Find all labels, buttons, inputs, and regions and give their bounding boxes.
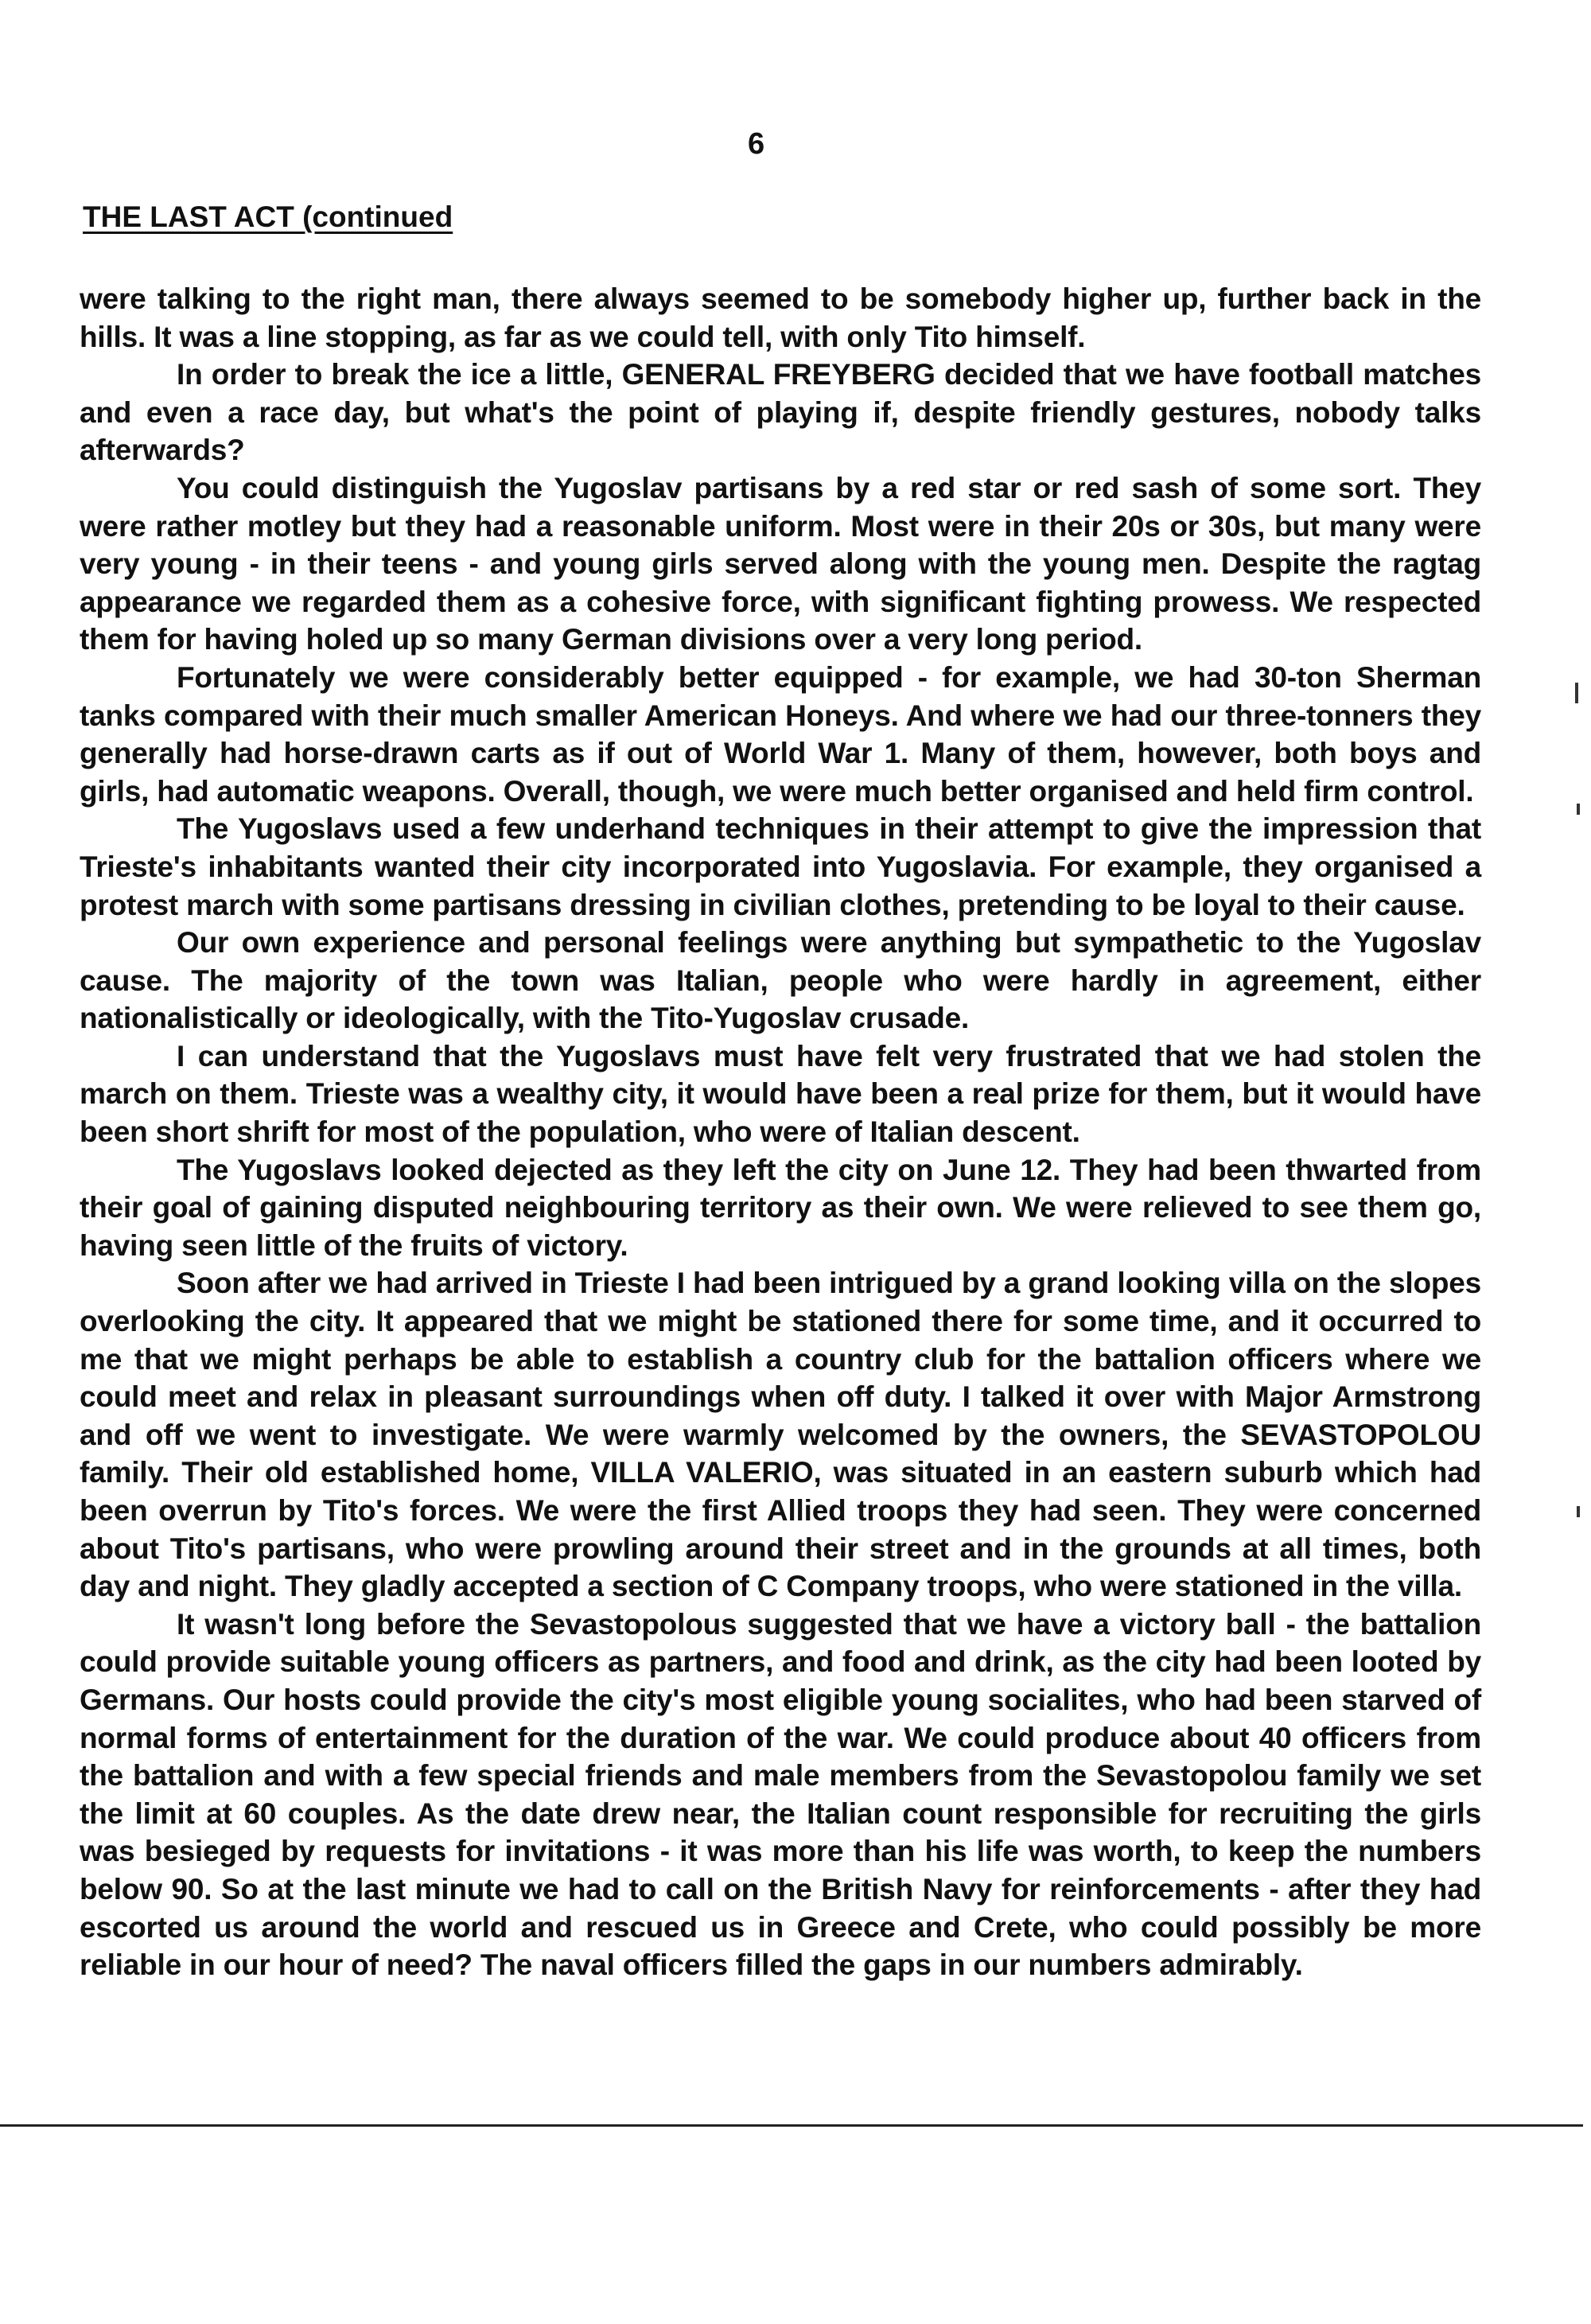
- paragraph: I can understand that the Yugoslavs must have felt very frustrated that we had stolen the march on them. Trieste was a wealthy city, it would have been a real prize for them, but it would have been short shrift for most of the population, who were of Italian descent.: [80, 1039, 1481, 1149]
- section-heading: THE LAST ACT (continued: [83, 200, 453, 233]
- paragraph: were talking to the right man, there always seemed to be somebody higher up, further back in the hills. It was a line stopping, as far as we could tell, with only Tito himself.: [80, 282, 1481, 353]
- paragraph: The Yugoslavs used a few underhand techniques in their attempt to give the impression that Trieste's inhabitants wanted their city incorporated into Yugoslavia. For example, they organised a protest march with some partisans dressing in civilian clothes, pretending to be loyal to their cause.: [80, 812, 1481, 921]
- margin-mark: [1575, 683, 1578, 703]
- paragraph: The Yugoslavs looked dejected as they left the city on June 12. They had been thwarted from their goal of gaining disputed neighbouring territory as their own. We were relieved to see them go, having seen little of the fruits of victory.: [80, 1153, 1481, 1262]
- paragraph: Fortunately we were considerably better equipped - for example, we had 30-ton Sherman tanks compared with their much smaller American Honeys. And where we had our three-tonners they generally had horse-drawn carts as if out of World War 1. Many of them, however, both boys and girls, had automatic weapons. Overall, though, we were much better organised and held firm control.: [80, 660, 1481, 808]
- page-number: 6: [748, 127, 765, 161]
- margin-mark: [1577, 1506, 1580, 1517]
- page-fold-line: [0, 2124, 1583, 2127]
- paragraph: It wasn't long before the Sevastopolous suggested that we have a victory ball - the battalion could provide suitable young officers as partners, and food and drink, as the city had been looted by Germans. Our hosts could provide the city's most eligible young socialites, who had been starved of normal forms of entertainment for the duration of the war. We could produce about 40 officers from the battalion and with a few special friends and male members from the Sevastopolou family we set the limit at 60 couples. As the date drew near, the Italian count responsible for recruiting the girls was besieged by requests for invitations - it was more than his life was worth, to keep the numbers below 90. So at the last minute we had to call on the British Navy for reinforcements - after they had escorted us around the world and rescued us in Greece and Crete, who could possibly be more reliable in our hour of need? The naval officers filled the gaps in our numbers admirably.: [80, 1607, 1481, 1982]
- body-text: [80, 280, 1481, 1984]
- paragraph: Soon after we had arrived in Trieste I had been intrigued by a grand looking villa on the slopes overlooking the city. It appeared that we might be stationed there for some time, and it occurred to me that we might perhaps be able to establish a country club for the battalion officers where we could meet and relax in pleasant surroundings when off duty. I talked it over with Major Armstrong and off we went to investigate. We were warmly welcomed by the owners, the SEVASTOPOLOU family. Their old established home, VILLA VALERIO, was situated in an eastern suburb which had been overrun by Tito's forces. We were the first Allied troops they had seen. They were concerned about Tito's partisans, who were prowling around their street and in the grounds at all times, both day and night. They gladly accepted a section of C Company troops, who were stationed in the villa.: [80, 1267, 1481, 1603]
- paragraph: In order to break the ice a little, GENERAL FREYBERG decided that we have football matches and even a race day, but what's the point of playing if, despite friendly gestures, nobody talks afterwards?: [80, 358, 1481, 467]
- paragraph: You could distinguish the Yugoslav partisans by a red star or red sash of some sort. They were rather motley but they had a reasonable uniform. Most were in their 20s or 30s, but many were very young - in their teens - and young girls served along with the young men. Despite the ragtag appearance we regarded them as a cohesive force, with significant fighting prowess. We respected them for having holed up so many German divisions over a very long period.: [80, 471, 1481, 656]
- paragraph: Our own experience and personal feelings were anything but sympathetic to the Yugoslav cause. The majority of the town was Italian, people who were hardly in agreement, either nationalistically or ideologically, with the Tito-Yugoslav crusade.: [80, 926, 1481, 1035]
- margin-mark: [1577, 804, 1580, 815]
